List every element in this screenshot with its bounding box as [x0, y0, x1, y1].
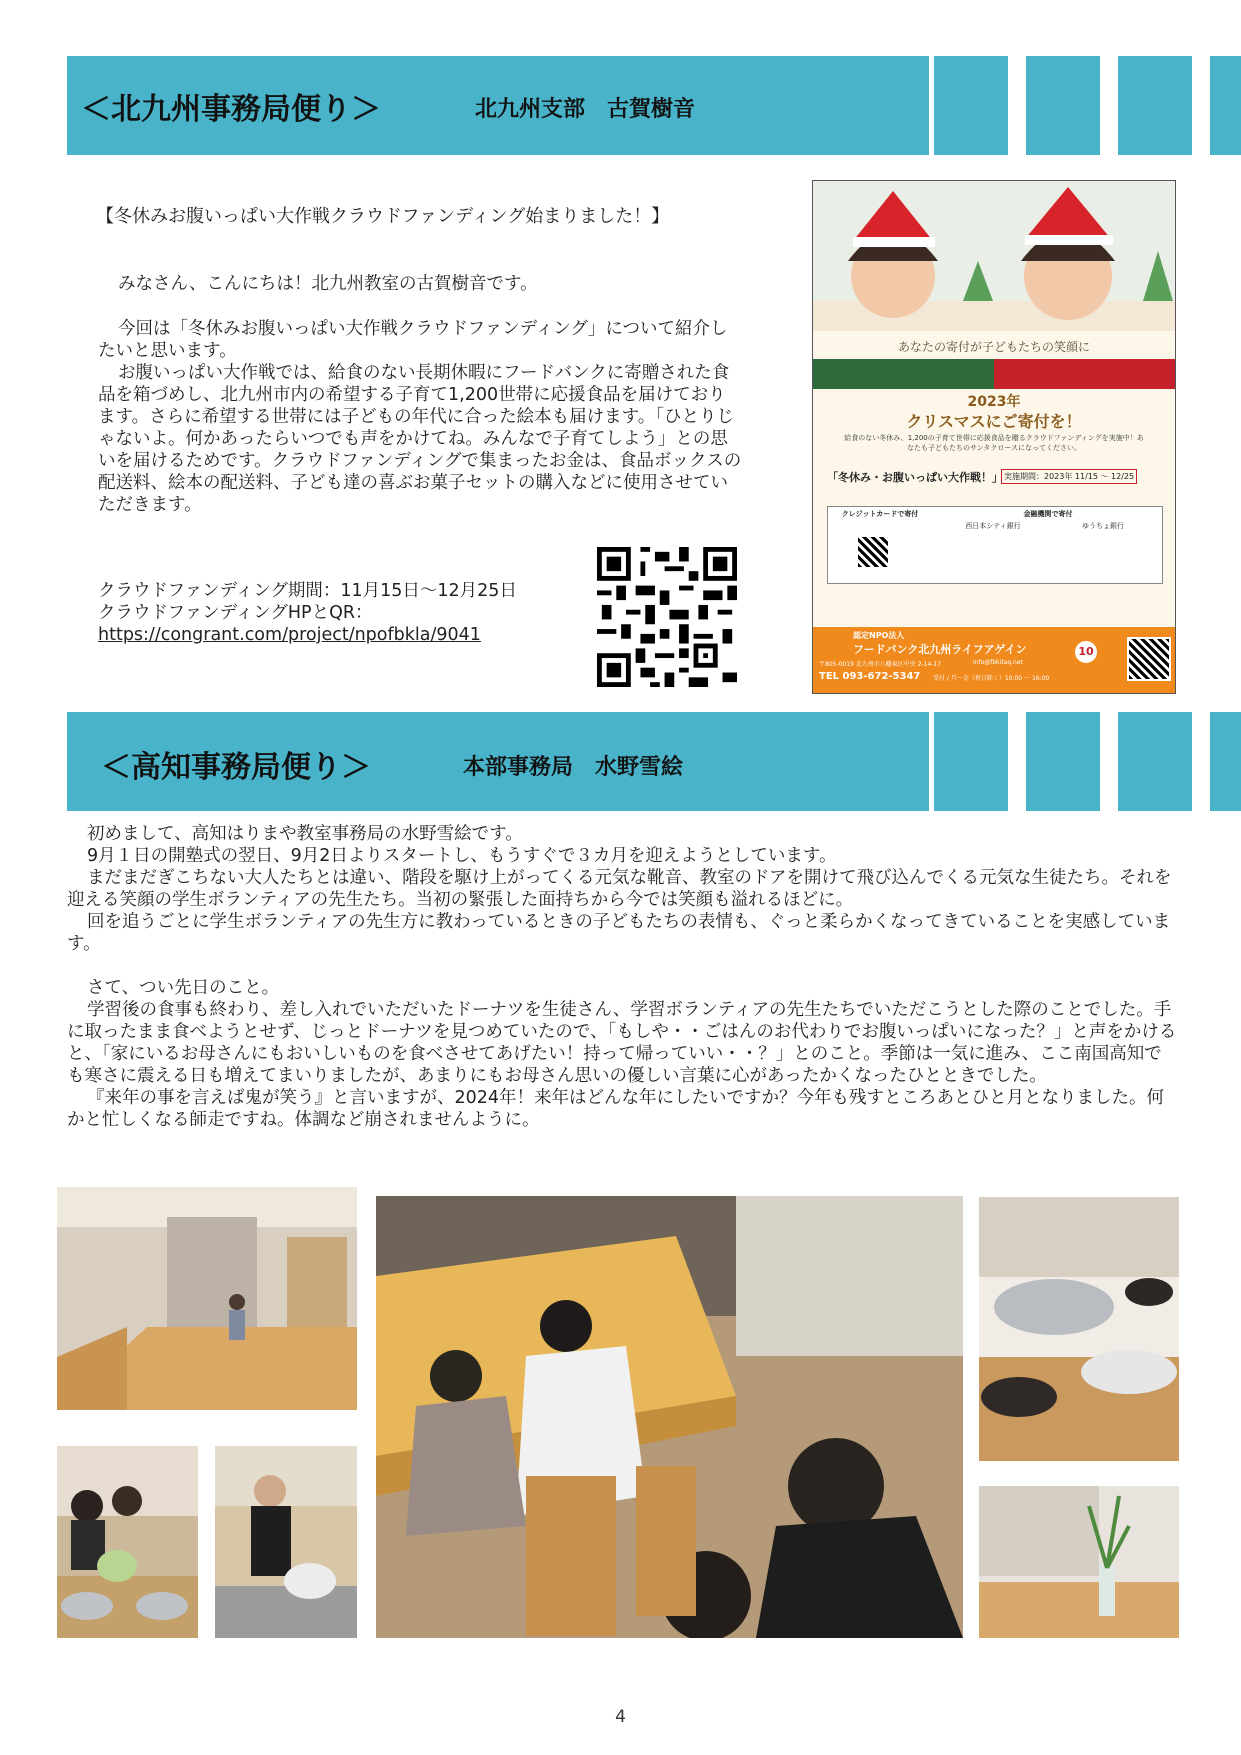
- flyer-org-name: フードバンク北九州ライフアゲイン: [853, 643, 1027, 656]
- crowdfunding-headline: 【冬休みお腹いっぱい大作戦クラウドファンディング始まりました！】: [96, 206, 670, 227]
- paragraph: お腹いっぱい大作戦では、給食のない長期休暇にフードバンクに寄贈された食品を箱づめし、北九州市内の希望する子育て1,200世帯に応援食品を届けております。さらに希望する世帯には子どもの年代に合った絵本も届けます。「ひとりじゃないよ。何かあったらいつでも声をかけてね。みんなで子育てしよう」との思いを届けるためです。クラウドファンディングで集まったお金は、食品ボックスの配送料、絵本の配送料、子ども達の喜ぶお菓子セットの購入などに使用させていただきます。: [98, 363, 742, 515]
- flyer-badge: 10: [1075, 641, 1097, 663]
- flyer-intro: 給食のない冬休み、1,200の子育て世帯に応援食品を贈るクラウドファンディングを実施中！あなたも子どもたちのサンタクロースになってください。: [844, 434, 1144, 452]
- crowdfunding-info: [98, 580, 598, 646]
- section-title: ＜北九州事務局便り＞: [81, 92, 381, 127]
- flyer-headline: クリスマスにご寄付を！: [906, 412, 1082, 431]
- greeting: [98, 273, 738, 295]
- flyer-table: [827, 506, 1163, 584]
- section-title: ＜高知事務局便り＞: [101, 750, 371, 785]
- page-number: 4: [615, 1707, 626, 1727]
- banner-square: [934, 712, 1008, 811]
- flyer-tagline: あなたの寄付が子どもたちの笑顔に: [897, 340, 1090, 354]
- banner-square: [1210, 712, 1241, 811]
- banner-square: [1118, 56, 1192, 155]
- paragraph: 9月１日の開塾式の翌日、9月2日よりスタートし、もうすぐで３カ月を迎えようとしています。: [87, 846, 837, 866]
- cooking-prep-photo: [979, 1197, 1179, 1461]
- banner-square: [1118, 712, 1192, 811]
- flyer-hours: 受付 / 月～金（祝日除く）10:00 ～ 16:00: [933, 675, 1050, 682]
- section-author: 北九州支部 古賀樹音: [475, 97, 696, 122]
- flyer-footer-qr: [1127, 637, 1171, 681]
- flyer-col2: 金融機関で寄付: [1023, 510, 1073, 518]
- period-text: クラウドファンディング期間：11月15日～12月25日: [98, 581, 517, 601]
- cooking-photo: [215, 1446, 357, 1638]
- flyer-address: 〒805-0019 北九州市八幡東区中央 2-14-17: [819, 661, 942, 668]
- classroom-photo: [57, 1187, 357, 1410]
- kitakyushu-banner: [67, 56, 1175, 155]
- qr-code[interactable]: [597, 547, 737, 687]
- flyer-year: 2023年: [967, 394, 1021, 410]
- vase-photo: [979, 1486, 1179, 1638]
- banner-square: [1210, 56, 1241, 155]
- kochi-banner: [67, 712, 1175, 811]
- paragraph: 今回は「冬休みお腹いっぱい大作戦クラウドファンディング」について紹介したいと思います。: [98, 319, 728, 361]
- section-author: 本部事務局 水野雪絵: [463, 755, 684, 780]
- children-photo: [813, 181, 1175, 331]
- flyer-band: [813, 359, 1175, 389]
- kochi-article: [67, 823, 1177, 1131]
- article-body: [98, 318, 742, 516]
- flyer-campaign: 「冬休み・お腹いっぱい大作戦！」: [827, 471, 1003, 484]
- paragraph: 『来年の事を言えば鬼が笑う』と言いますが、2024年！来年はどんな年にしたいですか？今年も残すところあとひと月となりました。何かと忙しくなる師走ですね。体調など崩されませんように。: [67, 1088, 1165, 1130]
- flyer-tel: TEL 093-672-5347: [819, 671, 921, 682]
- banner-square: [1026, 712, 1100, 811]
- paragraph: 学習後の食事も終わり、差し入れでいただいたドーナツを生徒さん、学習ボランティアの先生たちでいただこうとした際のことでした。手に取ったまま食べようとせず、じっとドーナツを見つめていたので、「もしや・・ごはんのお代わりでお腹いっぱいになった？」と声をかけると、「家にいるお母さんにもおいしいものを食べさせてあげたい！持って帰っていい・・？」とのこと。季節は一気に進み、ここ南国高知でも寒さに震える日も増えてまいりましたが、あまりにもお母さん思いの優しい言葉に心があったかくなったひとときでした。: [67, 1000, 1177, 1086]
- crowdfunding-flyer: [812, 180, 1176, 694]
- paragraph: 回を追うごとに学生ボランティアの先生方に教わっているときの子どもたちの表情も、ぐっと柔らかくなってきていることを実感しています。: [67, 912, 1171, 954]
- flyer-footer: [813, 627, 1175, 693]
- banner-square: [1026, 56, 1100, 155]
- flyer-bank2: ゆうちょ銀行: [1082, 522, 1124, 530]
- flyer-table-qr: [858, 537, 888, 567]
- hp-label: クラウドファンディングHPとQR：: [98, 603, 373, 623]
- greeting-text: みなさん、こんにちは！北九州教室の古賀樹音です。: [118, 274, 538, 294]
- banner-square: [934, 56, 1008, 155]
- flyer-col1: クレジットカードで寄付: [841, 510, 919, 518]
- paragraph: 初めまして、高知はりまや教室事務局の水野雪絵です。: [87, 824, 523, 844]
- paragraph: さて、つい先日のこと。: [87, 978, 280, 998]
- flyer-org-type: 認定NPO法人: [853, 631, 905, 640]
- spacer: [67, 955, 1177, 977]
- crowdfunding-link[interactable]: https://congrant.com/project/npofbkla/9041: [98, 625, 481, 645]
- flyer-bank1: 西日本シティ銀行: [965, 522, 1021, 530]
- flyer-email: info@fbkitaq.net: [973, 659, 1023, 666]
- paragraph: まだまだぎこちない大人たちとは違い、階段を駆け上がってくる元気な靴音、教室のドアを開けて飛び込んでくる元気な生徒たち。それを迎える笑顔の学生ボランティアの先生たち。当初の緊張した面持ちから今では笑顔も溢れるほどに。: [67, 868, 1172, 910]
- study-photo: [376, 1196, 963, 1638]
- flyer-dates: 実施期間：2023年 11/15 ～ 12/25: [1001, 469, 1137, 484]
- cabbage-photo: [57, 1446, 198, 1638]
